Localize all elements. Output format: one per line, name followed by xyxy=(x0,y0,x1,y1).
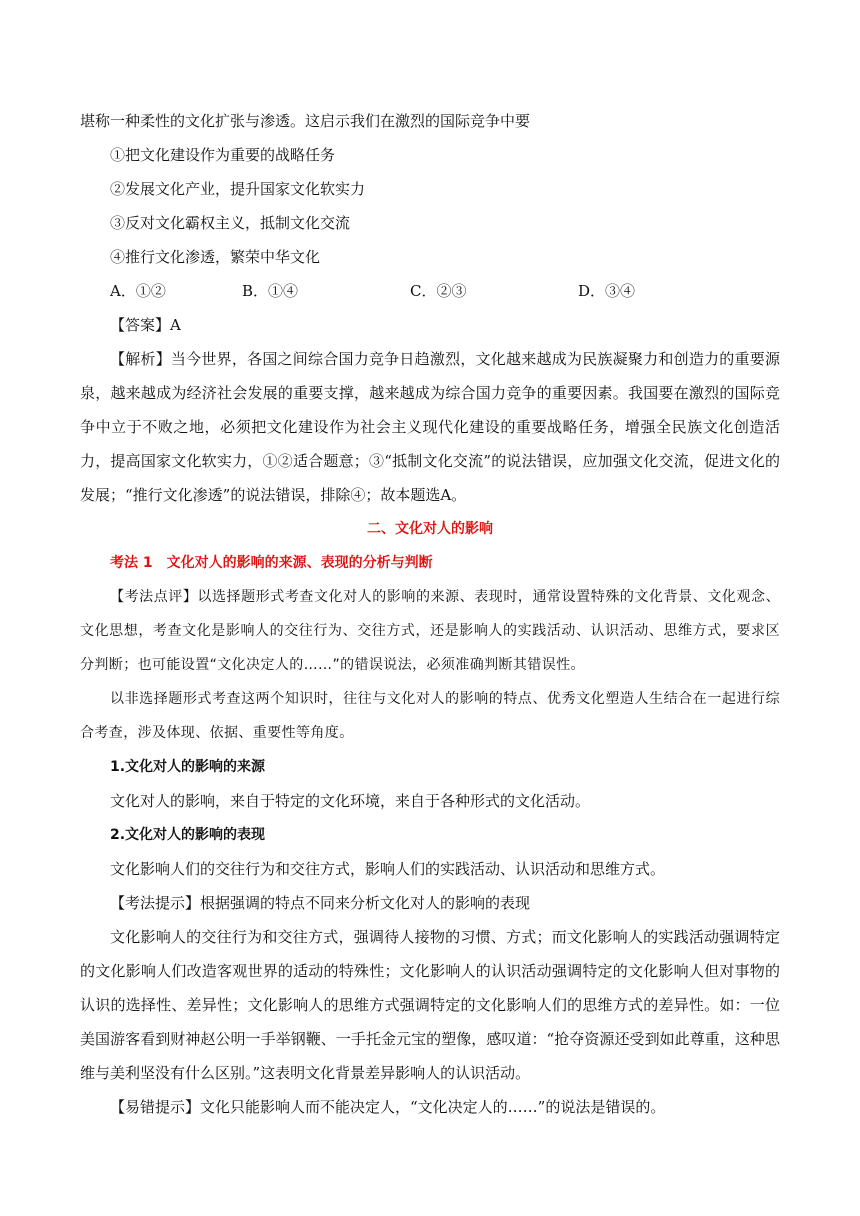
choice-d: D．③④ xyxy=(578,282,636,300)
choice-c: C．②③ xyxy=(410,282,467,300)
warning-paragraph: 【易错提示】文化只能影响人而不能决定人，“文化决定人的……”的说法是错误的。 xyxy=(110,1098,666,1116)
question-stem: 堪称一种柔性的文化扩张与渗透。这启示我们在激烈的国际竞争中要 xyxy=(80,112,531,130)
section-title: 二、文化对人的影响 xyxy=(367,521,493,537)
explanation-paragraph: 文化影响人的交往行为和交往方式，强调待人接物的习惯、方式；而文化影响人的实践活动强调特定的文化影响人们改造客观世界的适动的特殊性；文化影响人的认识活动强调特定的文化影响人但对事物的认识的选择性、差异性；文化影响人的思维方式强调特定的文化影响人们的思维方式的差异性。如：一位美国游客看到财神赵公明一手举钢鞭、一手托金元宝的塑像，感叹道：“抢夺资源还受到如此尊重，这种思维与美利坚没有什么区别。”这表明文化背景差异影响人的认识活动。 xyxy=(80,928,780,1082)
answer: 【答案】A xyxy=(110,316,181,334)
kaofa-title: 文化对人的影响的来源、表现的分析与判断 xyxy=(166,555,433,571)
statement-1: ①把文化建设作为重要的战略任务 xyxy=(110,146,336,164)
choice-b: B．①④ xyxy=(242,282,299,300)
subheading-manifestation: 2.文化对人的影响的表现 xyxy=(110,827,266,843)
review-paragraph-1: 【考法点评】以选择题形式考查文化对人的影响的来源、表现时，通常设置特殊的文化背景、文化观念、文化思想，考查文化是影响人的交往行为、交往方式，还是影响人的实践活动、认识活动、思维方式，要求区分判断；也可能设置“文化决定人的……”的错误说法，必须准确判断其错误性。 xyxy=(80,589,780,673)
paragraph-manifestation: 文化影响人们的交往行为和交往方式，影响人们的实践活动、认识活动和思维方式。 xyxy=(110,860,666,878)
statement-4: ④推行文化渗透，繁荣中华文化 xyxy=(110,248,321,266)
kaofa-label: 考法 1 xyxy=(110,555,153,571)
answer-choices xyxy=(80,274,780,308)
paragraph-source: 文化对人的影响，来自于特定的文化环境，来自于各种形式的文化活动。 xyxy=(110,792,591,810)
analysis: 【解析】当今世界，各国之间综合国力竞争日趋激烈，文化越来越成为民族凝聚力和创造力的重要源泉，越来越成为经济社会发展的重要支撑，越来越成为综合国力竞争的重要因素。我国要在激烈的国际竞争中立于不败之地，必须把文化建设作为社会主义现代化建设的重要战略任务，增强全民族文化创造活力，提高国家文化软实力，①②适合题意；③“抵制文化交流”的说法错误，应加强文化交流，促进文化的发展；“推行文化渗透”的说法错误，排除④；故本题选A。 xyxy=(80,350,780,504)
tip-paragraph: 【考法提示】根据强调的特点不同来分析文化对人的影响的表现 xyxy=(110,894,531,912)
review-paragraph-2: 以非选择题形式考查这两个知识时，往往与文化对人的影响的特点、优秀文化塑造人生结合在一起进行综合考查，涉及体现、依据、重要性等角度。 xyxy=(80,691,780,741)
subheading-source: 1.文化对人的影响的来源 xyxy=(110,759,266,775)
document-page xyxy=(80,104,780,1124)
kaofa-heading xyxy=(80,546,780,580)
statement-2: ②发展文化产业，提升国家文化软实力 xyxy=(110,180,366,198)
choice-a: A．①② xyxy=(110,282,166,300)
statement-3: ③反对文化霸权主义，抵制文化交流 xyxy=(110,214,351,232)
